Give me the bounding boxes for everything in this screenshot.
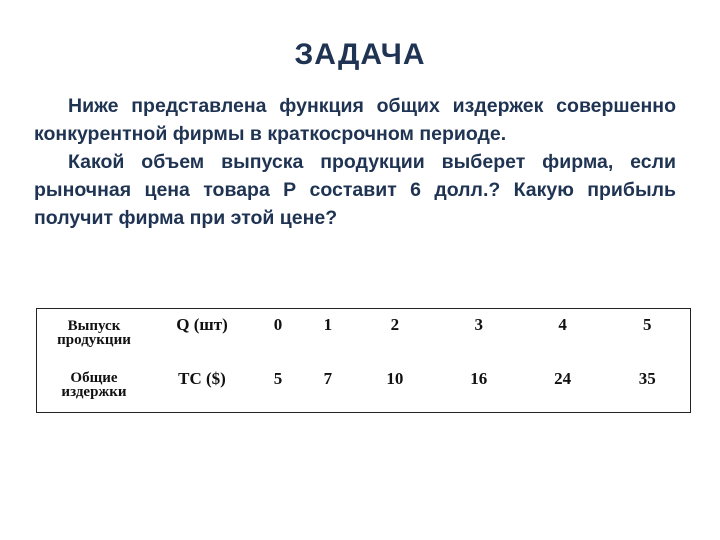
table-cell: 10 (386, 369, 404, 388)
slide-title: ЗАДАЧА (294, 38, 426, 71)
table-cell: 0 (273, 315, 283, 334)
row-label-output: Выпуск продукции (57, 318, 131, 348)
table-cell: 5 (273, 369, 283, 388)
row-label-costs: Общие издержки (61, 370, 127, 400)
table-cell: 24 (554, 369, 572, 388)
problem-text (34, 92, 676, 232)
cost-table (36, 308, 691, 413)
row-unit-output: Q (шт) (176, 315, 228, 334)
table-cell: 35 (638, 369, 656, 388)
table-cell: 4 (558, 315, 567, 334)
table-cell: 5 (643, 315, 652, 334)
table-cell: 1 (323, 315, 333, 334)
table-row-output (37, 309, 691, 362)
problem-paragraph-1: Ниже представлена функция общих издержек совершенно конкурентной фирмы в краткосрочном периоде. (34, 95, 676, 145)
table-cell: 7 (323, 369, 333, 388)
table-cell: 3 (474, 315, 483, 334)
table-cell: 2 (390, 315, 400, 334)
problem-paragraph-2: Какой объем выпуска продукции выберет фирма, если рыночная цена товара Р составит 6 долл.? Какую прибыль получит фирма при этой цене? (34, 151, 676, 229)
row-unit-costs: TC ($) (178, 369, 226, 388)
table-row-costs (37, 361, 691, 413)
table-cell: 16 (470, 369, 488, 388)
